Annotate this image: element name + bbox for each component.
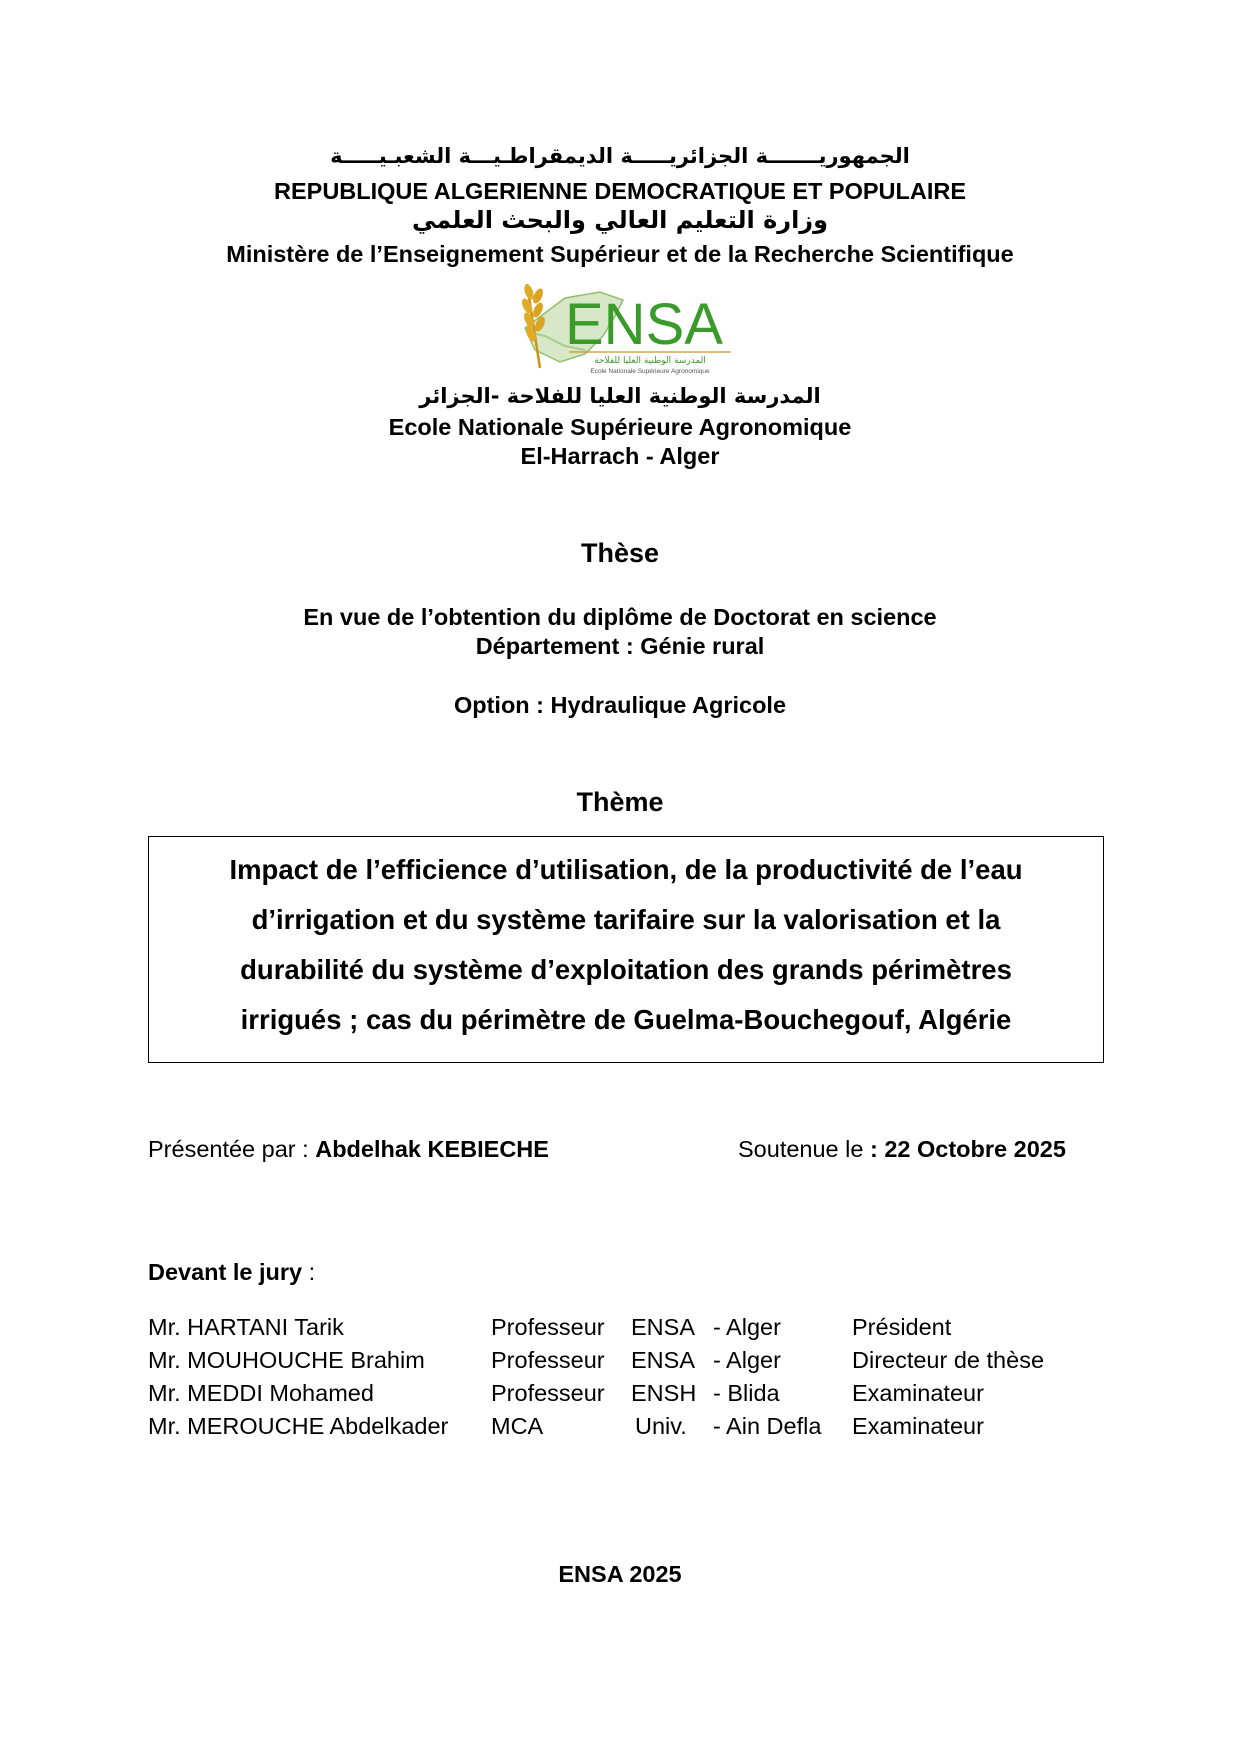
jury-member-grade: Professeur [491, 1314, 605, 1340]
jury-member-institution: ENSH [631, 1380, 697, 1406]
school-name-arabic: المدرسة الوطنية العليا للفلاحة -الجزائر [419, 384, 821, 408]
thesis-department: Département : Génie rural [475, 633, 765, 659]
jury-member-name: Mr. MEROUCHE Abdelkader [148, 1413, 449, 1439]
school-location: El-Harrach - Alger [520, 443, 720, 469]
republic-french: REPUBLIQUE ALGERIENNE DEMOCRATIQUE ET POPULAIRE [274, 178, 966, 204]
defense-date [738, 1136, 1066, 1163]
ensa-logo-graphic [505, 276, 745, 376]
jury-member-institution: ENSA [631, 1314, 695, 1340]
jury-member-role: Directeur de thèse [852, 1347, 1045, 1373]
presented-by [148, 1136, 549, 1163]
thesis-purpose: En vue de l’obtention du diplôme de Doctorat en science [303, 604, 937, 630]
logo-subtitle-ar: المدرسة الوطنية العليا للفلاحة [594, 356, 706, 366]
jury-member-city: - Blida [713, 1380, 780, 1406]
jury-member-grade: Professeur [491, 1347, 605, 1373]
school-name-french: Ecole Nationale Supérieure Agronomique [388, 414, 852, 440]
thesis-title-line: durabilité du système d’exploitation des grands périmètres [240, 954, 1012, 985]
logo-subtitle-fr: Ecole Nationale Supérieure Agronomique [590, 368, 710, 375]
presented-by-label: Présentée par : [148, 1136, 316, 1162]
jury-member-city: - Ain Defla [713, 1413, 822, 1439]
author-name: Abdelhak KEBIECHE [315, 1136, 549, 1162]
thesis-title-line: Impact de l’efficience d’utilisation, de la productivité de l’eau [229, 854, 1023, 885]
jury-member-role: Examinateur [852, 1413, 984, 1439]
theme-label: Thème [576, 787, 664, 817]
date-value: : 22 Octobre 2025 [869, 1136, 1066, 1162]
jury-member-city: - Alger [713, 1314, 781, 1340]
jury-label: Devant le jury [148, 1259, 303, 1285]
jury-member-city: - Alger [713, 1347, 781, 1373]
thesis-option: Option : Hydraulique Agricole [453, 692, 787, 718]
jury-member-grade: MCA [491, 1413, 544, 1439]
republic-arabic: الجمهوريـــــــة الجزائريـــــة الديمقراطـيـــة الشعبـيـــــة [330, 144, 910, 168]
ensa-logo [505, 276, 745, 376]
jury-member-institution: ENSA [631, 1347, 695, 1373]
jury-member-name: Mr. MOUHOUCHE Brahim [148, 1347, 425, 1373]
wheat-icon [520, 283, 547, 368]
thesis-title-line: irrigués ; cas du périmètre de Guelma-Bouchegouf, Algérie [240, 1004, 1012, 1035]
footer-year: ENSA 2025 [558, 1561, 682, 1587]
thesis-title-line: d’irrigation et du système tarifaire sur la valorisation et la [251, 904, 1001, 935]
jury-member-role: Examinateur [852, 1380, 984, 1406]
thesis-label: Thèse [580, 538, 660, 568]
thesis-title-box [148, 836, 1104, 1063]
ministry-french: Ministère de l’Enseignement Supérieur et de la Recherche Scientifique [226, 241, 1014, 267]
jury-member-role: Président [852, 1314, 952, 1340]
jury-member-name: Mr. MEDDI Mohamed [148, 1380, 374, 1406]
logo-text: ENSA [565, 292, 723, 357]
jury-label-suffix: : [302, 1259, 316, 1285]
jury-member-name: Mr. HARTANI Tarik [148, 1314, 344, 1340]
ministry-arabic: وزارة التعليم العالي والبحث العلمي [411, 206, 829, 234]
jury-member-institution: Univ. [635, 1413, 687, 1439]
jury-member-grade: Professeur [491, 1380, 605, 1406]
defended-label: Soutenue le [738, 1136, 870, 1162]
jury-heading [148, 1259, 315, 1286]
